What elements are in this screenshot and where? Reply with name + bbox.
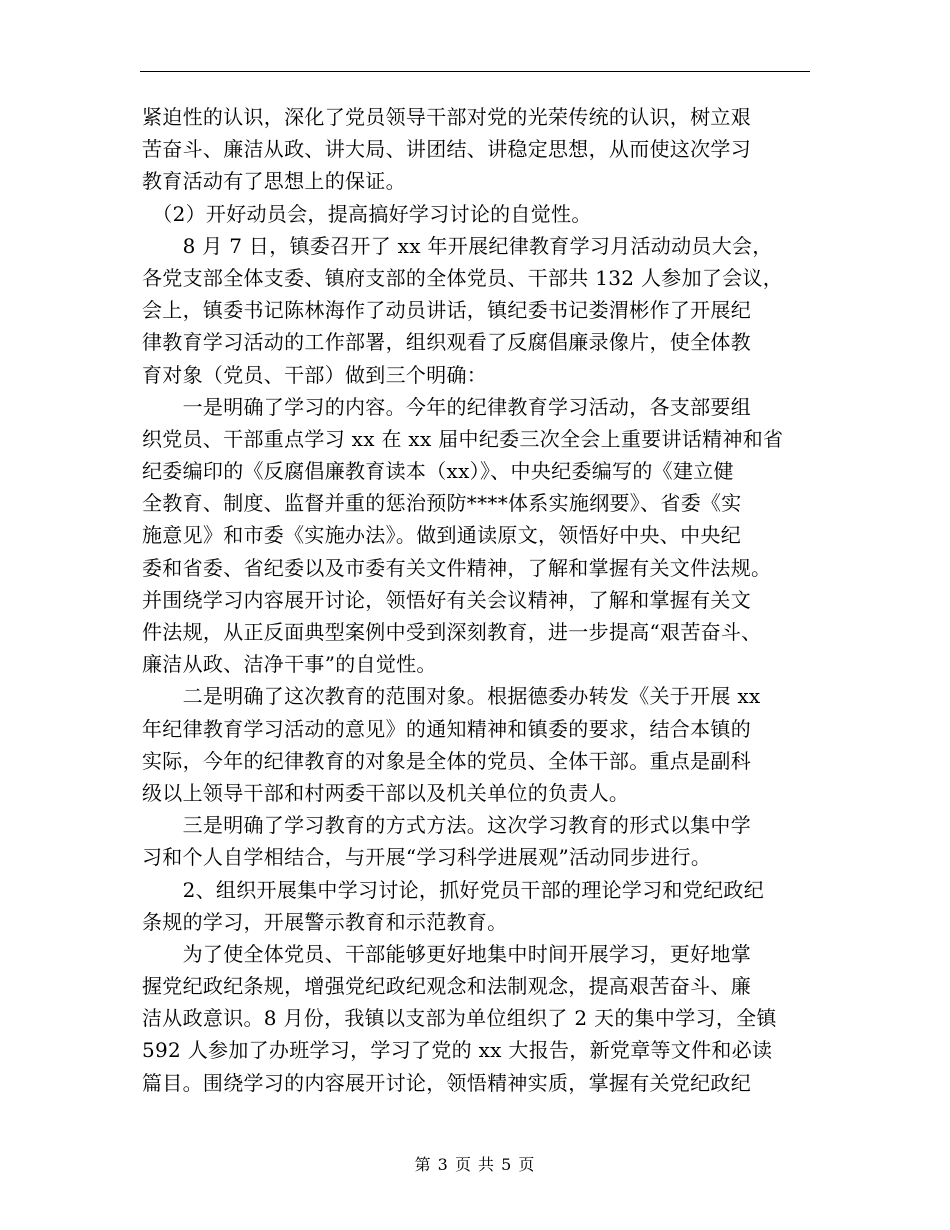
text-line: 织党员、干部重点学习 xx 在 xx 届中纪委三次全会上重要讲话精神和省: [142, 426, 784, 451]
text-line: 二是明确了这次教育的范围对象。根据德委办转发《关于开展 xx: [142, 684, 761, 709]
text-line: 育对象（党员、干部）做到三个明确：: [142, 362, 488, 387]
text-line: （2）开好动员会，提高搞好学习讨论的自觉性。: [142, 201, 592, 226]
text-line: 全教育、制度、监督并重的惩治预防****体系实施纲要》、省委《实: [142, 491, 742, 516]
text-line: 实际，今年的纪律教育的对象是全体的党员、全体干部。重点是副科: [142, 748, 751, 773]
text-line: 施意见》和市委《实施办法》。做到通读原文，领悟好中央、中央纪: [142, 523, 741, 548]
document-body: [142, 101, 814, 1099]
text-line: 级以上领导干部和村两委干部以及机关单位的负责人。: [142, 780, 630, 805]
text-line: 8 月 7 日，镇委召开了 xx 年开展纪律教育学习月活动动员大会，: [142, 233, 773, 258]
header-rule: [140, 71, 810, 72]
text-line: 件法规，从正反面典型案例中受到深刻教育，进一步提高“艰苦奋斗、: [142, 620, 762, 644]
text-line: 各党支部全体支委、镇府支部的全体党员、干部共 132 人参加了会议，: [142, 265, 784, 290]
text-line: 592 人参加了办班学习，学习了党的 xx 大报告，新党章等文件和必读: [142, 1038, 773, 1063]
text-line: 三是明确了学习教育的方式方法。这次学习教育的形式以集中学: [142, 813, 751, 838]
text-line: 为了使全体党员、干部能够更好地集中时间开展学习，更好地掌: [142, 941, 751, 966]
page-number-label: 第 3 页 共 5 页: [414, 1155, 536, 1174]
text-line: 纪委编印的《反腐倡廉教育读本（xx）》、中央纪委编写的《建立健: [142, 459, 734, 484]
text-line: 并围绕学习内容展开讨论，领悟好有关会议精神，了解和掌握有关文: [142, 587, 751, 612]
text-line: 条规的学习，开展警示教育和示范教育。: [142, 909, 508, 934]
text-line: 年纪律教育学习活动的意见》的通知精神和镇委的要求，结合本镇的: [142, 716, 751, 741]
text-line: 教育活动有了思想上的保证。: [142, 169, 406, 194]
text-line: 习和个人自学相结合，与开展“学习科学进展观”活动同步进行。: [142, 845, 712, 870]
text-line: 握党纪政纪条规，增强党纪政纪观念和法制观念，提高艰苦奋斗、廉: [142, 974, 751, 999]
page-footer: [0, 1152, 950, 1175]
text-line: 会上，镇委书记陈林海作了动员讲话，镇纪委书记娄渭彬作了开展纪: [142, 298, 751, 323]
text-line: 一是明确了学习的内容。今年的纪律教育学习活动，各支部要组: [142, 394, 751, 419]
text-line: 2、组织开展集中学习讨论，抓好党员干部的理论学习和党纪政纪: [142, 877, 765, 902]
text-line: 篇目。围绕学习的内容展开讨论，领悟精神实质，掌握有关党纪政纪: [142, 1070, 751, 1095]
text-line: 委和省委、省纪委以及市委有关文件精神，了解和掌握有关文件法规。: [142, 555, 772, 580]
text-line: 律教育学习活动的工作部署，组织观看了反腐倡廉录像片，使全体教: [142, 330, 751, 355]
text-line: 紧迫性的认识，深化了党员领导干部对党的光荣传统的认识，树立艰: [142, 105, 751, 129]
text-line: 洁从政意识。8 月份，我镇以支部为单位组织了 2 天的集中学习，全镇: [142, 1006, 777, 1031]
text-line: 苦奋斗、廉洁从政、讲大局、讲团结、讲稳定思想，从而使这次学习: [142, 137, 751, 162]
text-line: 廉洁从政、洁净干事”的自觉性。: [142, 652, 437, 677]
